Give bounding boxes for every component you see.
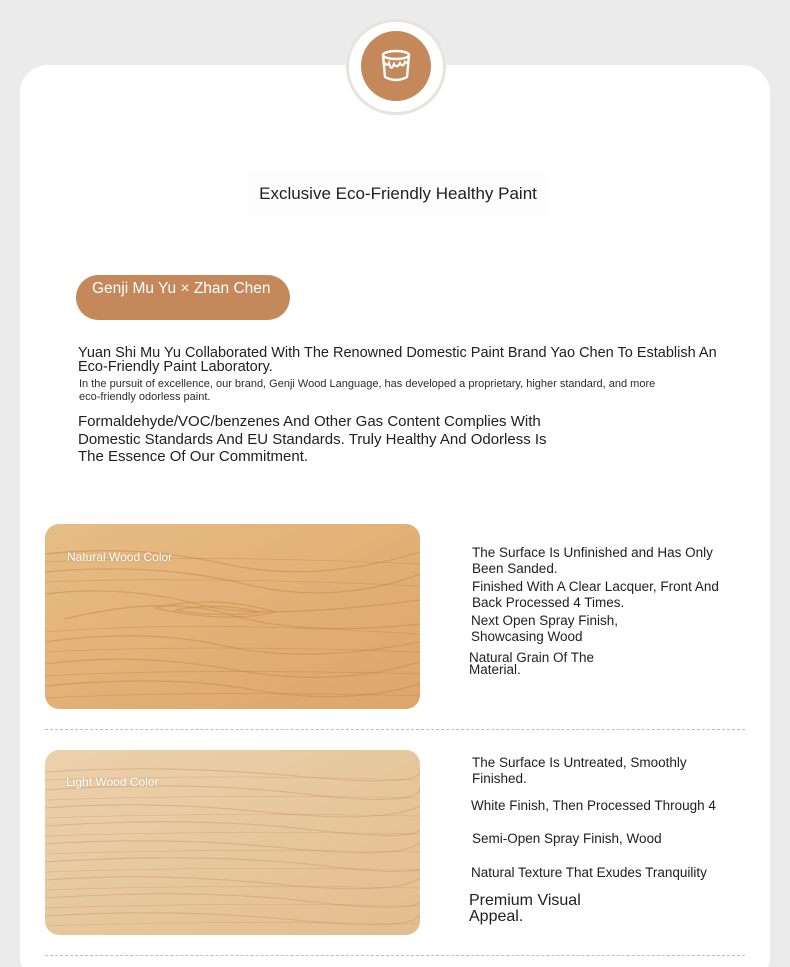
finish-description-line: Next Open Spray Finish,	[471, 613, 619, 628]
standards-line: Domestic Standards And EU Standards. Truly Healthy And Odorless Is	[78, 430, 547, 448]
light-wood-swatch	[45, 750, 420, 935]
finish-description-line: Semi-Open Spray Finish, Wood	[472, 831, 662, 846]
paint-bucket-icon	[376, 46, 416, 86]
finish-description-line: The Surface Is Unfinished and Has Only	[472, 545, 713, 560]
swatch-label: Natural Wood Color	[67, 550, 173, 564]
swatch-label: Light Wood Color	[66, 775, 159, 789]
finish-description-line: Back Processed 4 Times.	[472, 595, 625, 610]
page-title: Exclusive Eco-Friendly Healthy Paint	[248, 170, 548, 218]
collab-badge: Genji Mu Yu × Zhan Chen	[76, 275, 290, 320]
finish-description-line: White Finish, Then Processed Through 4	[471, 798, 716, 813]
paint-bucket-badge	[361, 31, 431, 101]
finish-description-line: Been Sanded.	[472, 561, 558, 576]
section-divider	[45, 729, 745, 730]
intro-description-line: In the pursuit of excellence, our brand, Genji Wood Language, has developed a proprietary, higher standard, and more	[79, 378, 656, 390]
finish-description-line: Material.	[469, 662, 521, 677]
finish-description-line: Premium Visual	[469, 892, 581, 909]
finish-description-line: Finished.	[472, 771, 527, 786]
finish-description-line: Appeal.	[469, 908, 524, 925]
section-divider	[45, 955, 745, 956]
standards-line: The Essence Of Our Commitment.	[78, 448, 309, 465]
natural-wood-swatch	[45, 524, 420, 709]
finish-description-line: Natural Texture That Exudes Tranquility	[471, 865, 707, 880]
intro-headline-line: Yuan Shi Mu Yu Collaborated With The Renowned Domestic Paint Brand Yao Chen To Establish An	[78, 345, 717, 361]
intro-description-line: eco-friendly odorless paint.	[79, 391, 211, 403]
finish-description-line: Showcasing Wood	[471, 629, 583, 644]
intro-description	[79, 378, 719, 404]
finish-description-line: Natural Grain Of The	[469, 650, 595, 665]
standards-line: Formaldehyde/VOC/benzenes And Other Gas Content Complies With	[78, 413, 541, 430]
intro-headline	[78, 346, 788, 374]
intro-headline-line: Eco-Friendly Paint Laboratory.	[78, 359, 273, 375]
standards-statement	[78, 413, 598, 466]
finish-description-line: The Surface Is Untreated, Smoothly	[472, 755, 687, 770]
finish-description-line: Finished With A Clear Lacquer, Front And	[472, 579, 719, 594]
